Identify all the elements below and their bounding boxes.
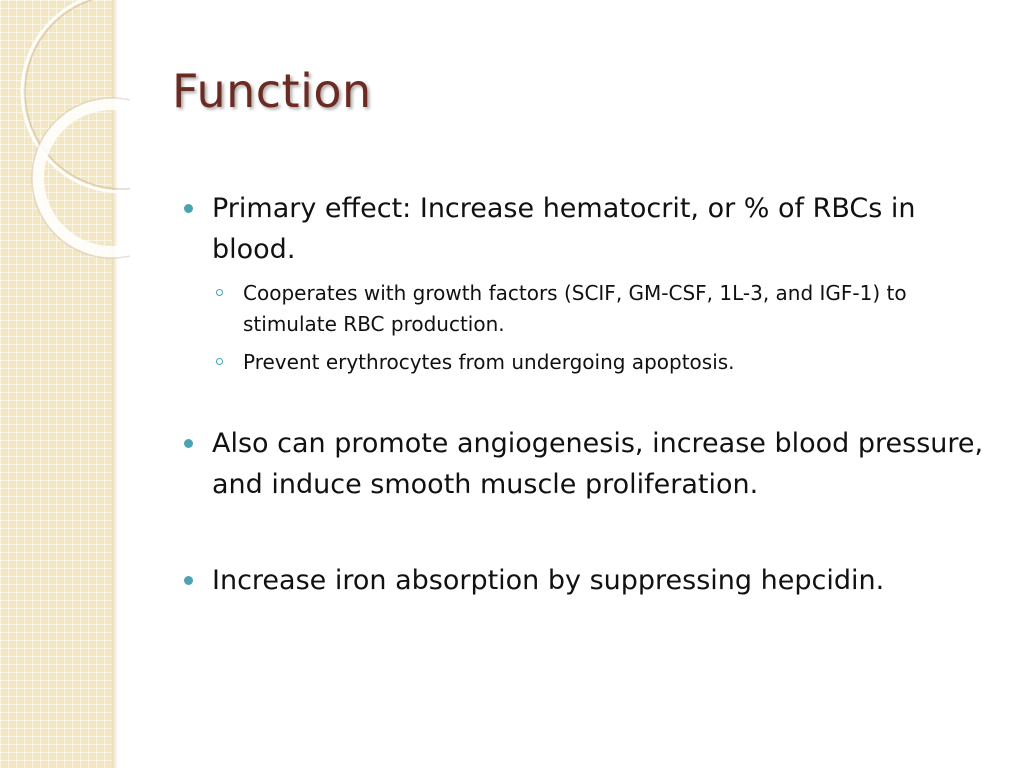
bullet-item-primary-effect (184, 188, 1004, 270)
sub-bullet-item-apoptosis (214, 347, 1004, 378)
bullet-text: Primary effect: Increase hematocrit, or % of RBCs in blood. (212, 193, 916, 265)
slide-title: Function (172, 64, 372, 118)
sub-bullet-ring-icon (216, 358, 223, 365)
bullet-item-iron-absorption (184, 560, 1004, 601)
sub-bullet-text: Prevent erythrocytes from undergoing apoptosis. (243, 350, 735, 374)
bullet-dot-icon (184, 439, 193, 448)
slide-content (184, 188, 1004, 601)
bullet-dot-icon (184, 204, 193, 213)
sub-bullet-ring-icon (216, 289, 223, 296)
bullet-text: Increase iron absorption by suppressing hepcidin. (212, 565, 885, 596)
sub-bullet-list (214, 278, 1004, 378)
decorative-rings-icon (0, 0, 130, 260)
sub-bullet-text: Cooperates with growth factors (SCIF, GM-CSF, 1L-3, and IGF-1) to stimulate RBC production. (243, 281, 907, 336)
bullet-text: Also can promote angiogenesis, increase blood pressure, and induce smooth muscle proliferation. (212, 428, 984, 500)
bullet-dot-icon (184, 576, 193, 585)
bullet-item-angiogenesis (184, 423, 1004, 505)
sub-bullet-item-growth-factors (214, 278, 1004, 340)
